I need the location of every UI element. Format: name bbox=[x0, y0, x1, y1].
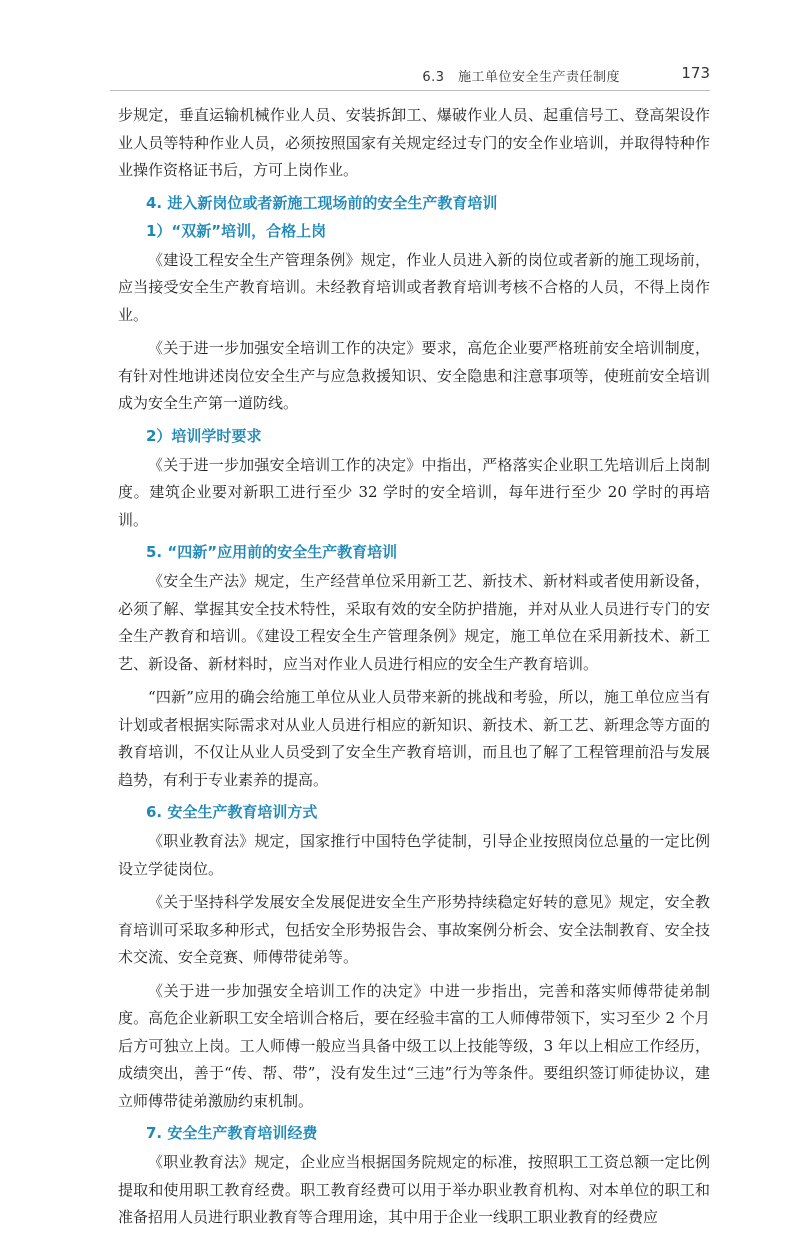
section-heading: 6. 安全生产教育培训方式 bbox=[146, 803, 318, 821]
paragraph: 《职业教育法》规定，国家推行中国特色学徒制，引导企业按照岗位总量的一定比例设立学徒岗位。 bbox=[118, 832, 710, 878]
paragraph: 《职业教育法》规定，企业应当根据国务院规定的标准，按照职工工资总额一定比例提取和使用职工教育经费。职工教育经费可以用于举办职业教育机构、对本单位的职工和准备招用人员进行职业教育等合理用途，其中用于企业一线职工职业教育的经费应 bbox=[118, 1153, 710, 1226]
section-heading: 5. “四新”应用前的安全生产教育培训 bbox=[146, 543, 398, 561]
paragraph: 《安全生产法》规定，生产经营单位采用新工艺、新技术、新材料或者使用新设备，必须了解、掌握其安全技术特性，采取有效的安全防护措施，并对从业人员进行专门的安全生产教育和培训。《建设工程安全生产管理条例》规定，施工单位在采用新技术、新工艺、新设备、新材料时，应当对作业人员进行相应的安全生产教育培训。 bbox=[118, 572, 710, 673]
paragraph: 《关于进一步加强安全培训工作的决定》中指出，严格落实企业职工先培训后上岗制度。建筑企业要对新职工进行至少 32 学时的安全培训，每年进行至少 20 学时的再培训。 bbox=[118, 455, 710, 529]
section-heading: 7. 安全生产教育培训经费 bbox=[146, 1124, 318, 1142]
subsection-heading: 1）“双新”培训，合格上岗 bbox=[146, 221, 327, 240]
paragraph: 《关于坚持科学发展安全发展促进安全生产形势持续稳定好转的意见》规定，安全教育培训可采取多种形式，包括安全形势报告会、事故案例分析会、安全法制教育、安全技术交流、安全竞赛、师傅带徒弟等。 bbox=[118, 893, 710, 966]
header-section-title: 6.3 施工单位安全生产责任制度 bbox=[422, 70, 620, 85]
section-heading: 4. 进入新岗位或者新施工现场前的安全生产教育培训 bbox=[146, 193, 498, 212]
paragraph: 《建设工程安全生产管理条例》规定，作业人员进入新的岗位或者新的施工现场前，应当接受安全生产教育培训。未经教育培训或者教育培训考核不合格的人员，不得上岗作业。 bbox=[118, 250, 710, 324]
paragraph: 步规定，垂直运输机械作业人员、安装拆卸工、爆破作业人员、起重信号工、登高架设作业人员等特种作业人员，必须按照国家有关规定经过专门的安全作业培训，并取得特种作业操作资格证书后，方可上岗作业。 bbox=[118, 106, 710, 179]
paragraph: 《关于进一步加强安全培训工作的决定》要求，高危企业要严格班前安全培训制度，有针对性地讲述岗位安全生产与应急救援知识、安全隐患和注意事项等，使班前安全培训成为安全生产第一道防线。 bbox=[118, 339, 710, 412]
paragraph: 《关于进一步加强安全培训工作的决定》中进一步指出，完善和落实师傅带徒弟制度。高危企业新职工安全培训合格后，要在经验丰富的工人师傅带领下，实习至少 2 个月后方可独立上岗。工人师傅一般应当具备中级工以上技能等级，3 年以上相应工作经历，成绩突出，善于“传、帮、带”，没有发生过“三违”行为等条件。要组织签订师徒协议，建立师傅带徒弟激励约束机制。 bbox=[118, 981, 710, 1110]
body-text bbox=[118, 102, 710, 1238]
page-number: 173 bbox=[681, 64, 710, 82]
subsection-heading: 2）培训学时要求 bbox=[146, 426, 262, 445]
running-header bbox=[110, 62, 710, 91]
paragraph: “四新”应用的确会给施工单位从业人员带来新的挑战和考验，所以，施工单位应当有计划或者根据实际需求对从业人员进行相应的新知识、新技术、新工艺、新理念等方面的教育培训，不仅让从业人员受到了安全生产教育培训，而且也了解了工程管理前沿与发展趋势，有利于专业素养的提高。 bbox=[118, 688, 710, 789]
